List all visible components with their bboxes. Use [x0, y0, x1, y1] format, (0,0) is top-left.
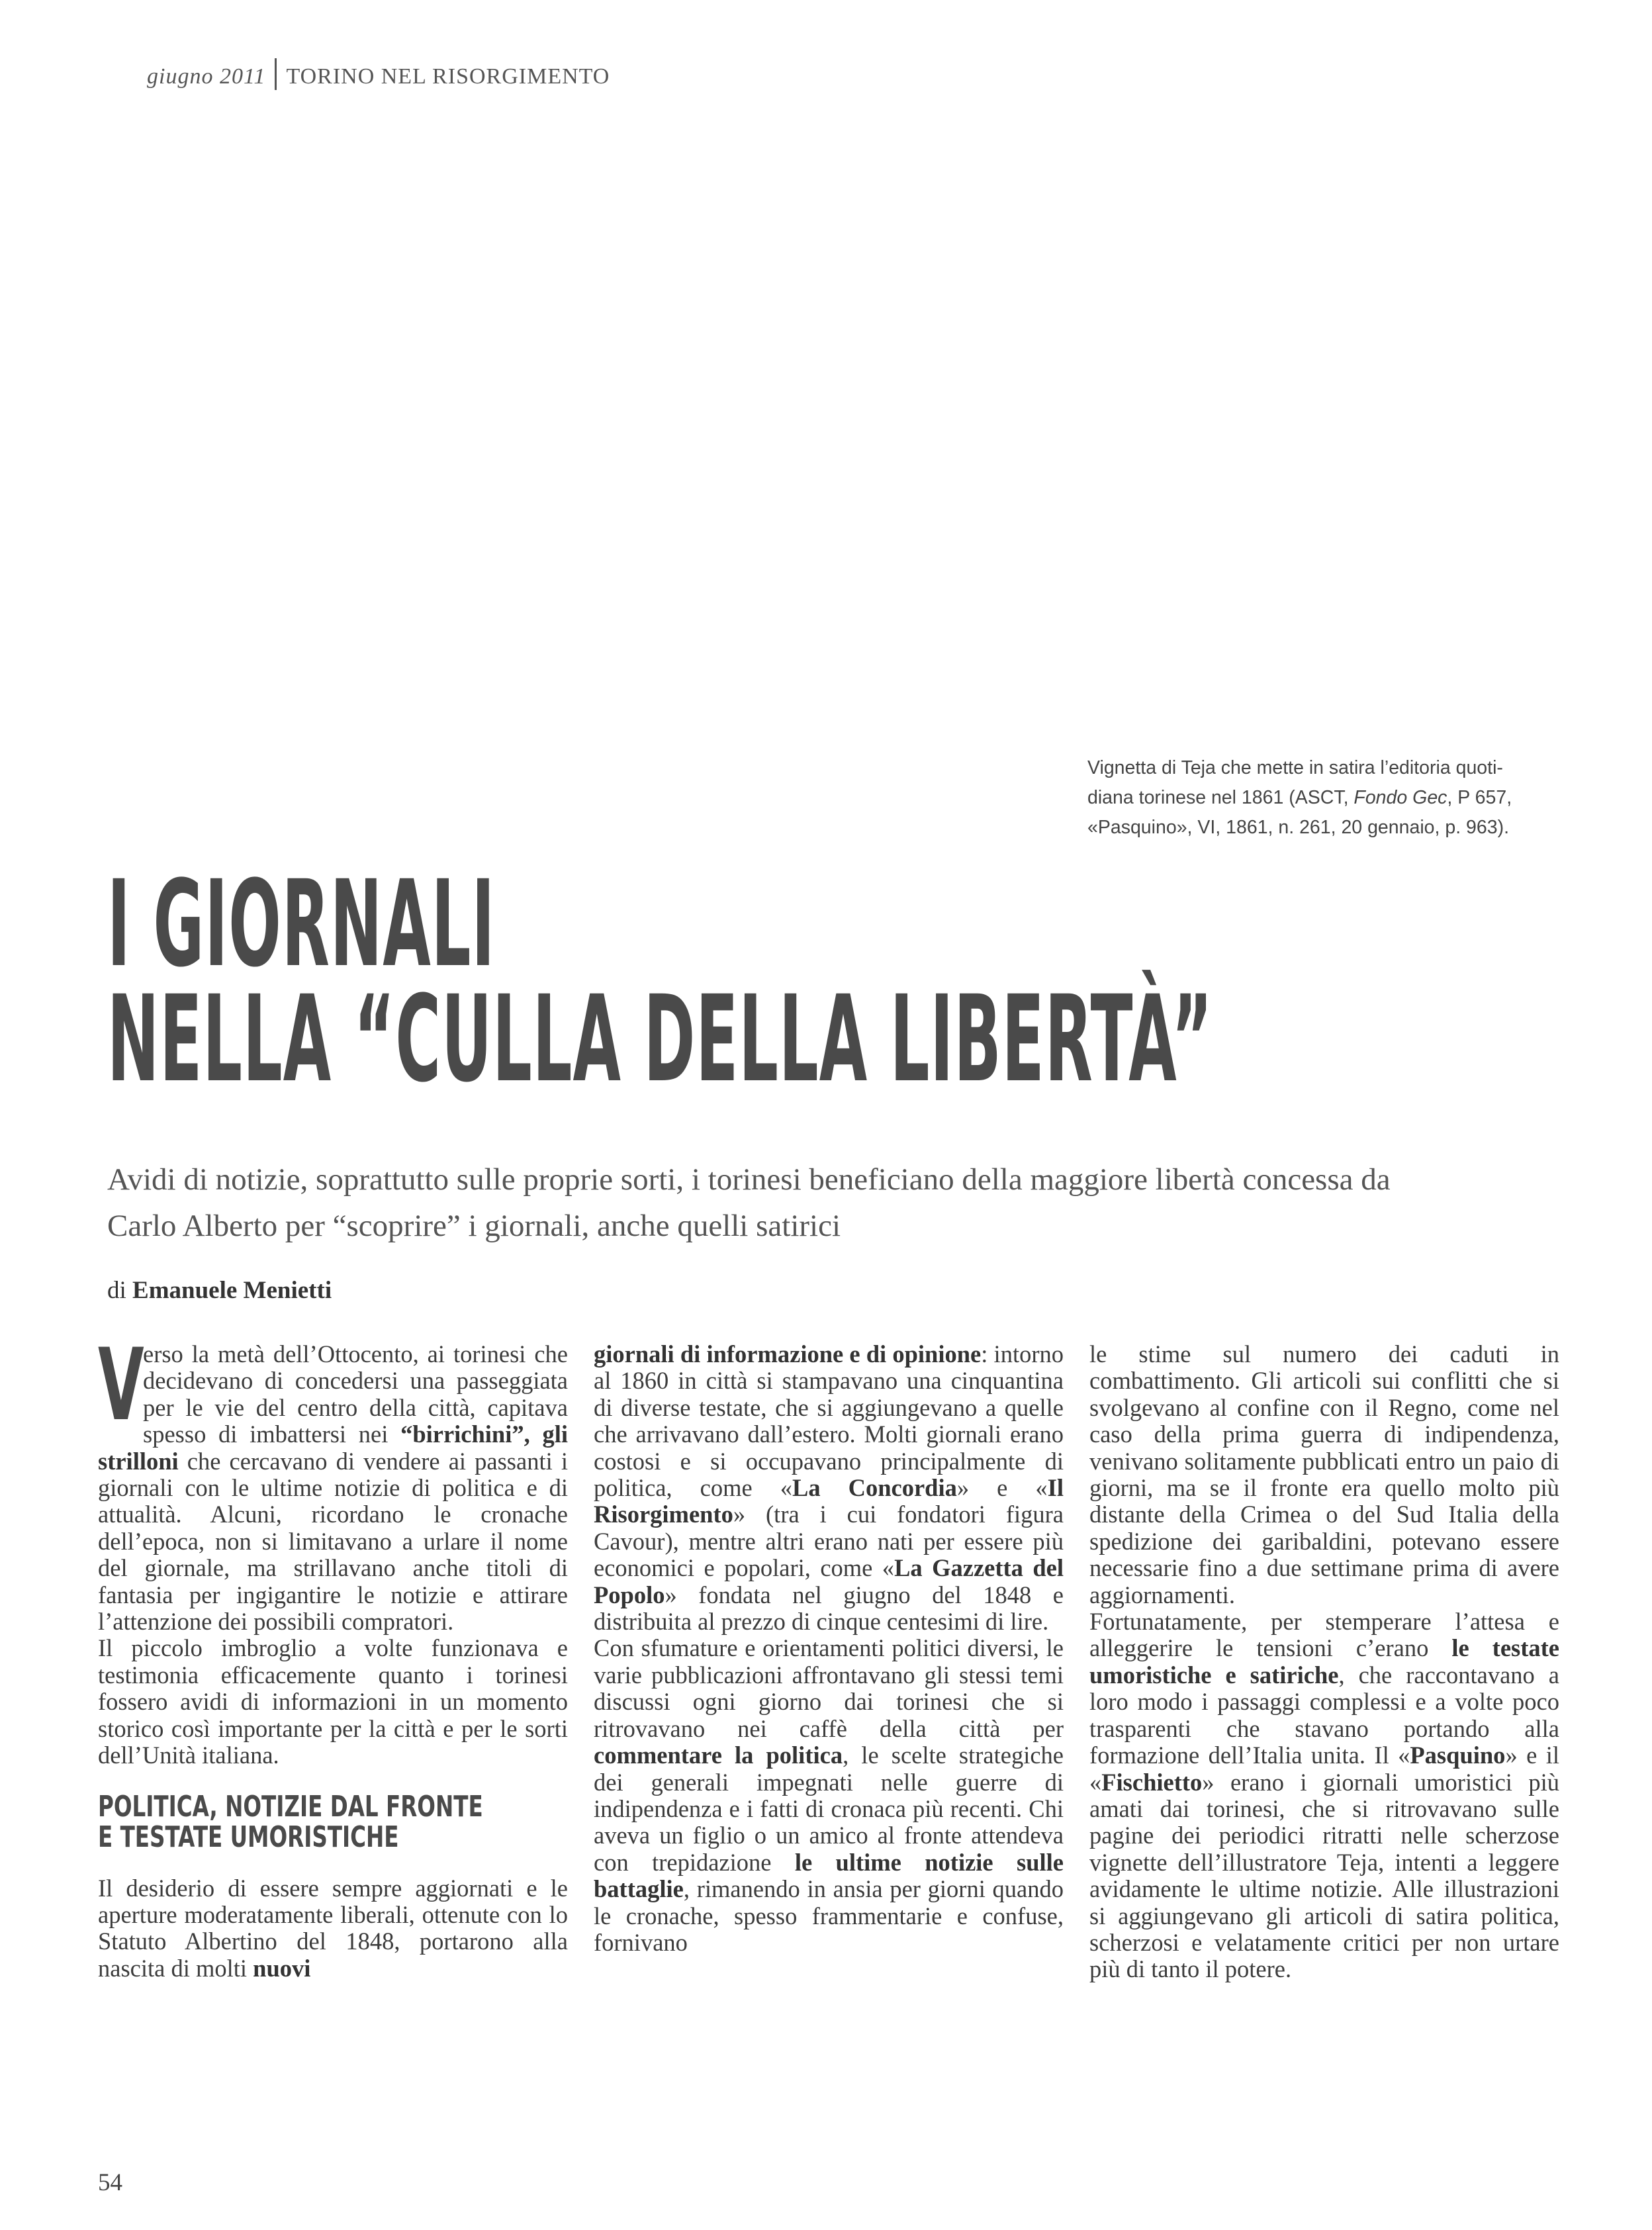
section-heading [98, 1789, 568, 1854]
running-header [147, 58, 610, 90]
bold-text: giornali di informazione e di opinione [594, 1340, 982, 1368]
paragraph-text: » fondata nel giugno del 1848 e distribuita al prezzo di cinque centesimi di lire. [594, 1581, 1064, 1636]
paragraph-text: Fortunatamente, per stemperare l’attesa e alleggerire le tensioni c’erano [1089, 1608, 1559, 1662]
paragraph: le stime sul numero dei caduti in combattimento. Gli articoli sui conflitti che si svolgevano al confine con il Regno, come nel caso della prima guerra di indipendenza, venivano solitamente pubblicati entro un paio di giorni, ma se il fronte era quello molto più distante della Crimea o del Sud Italia della spedizione dei garibaldini, potevano essere necessarie fino a due settimane prima di avere aggiornamenti. [1089, 1340, 1559, 1608]
header-date: giugno 2011 [147, 64, 266, 89]
title-line-1: I GIORNALI [107, 855, 496, 994]
paragraph-text: » erano i giornali umoristici più amati dai torinesi, che si ritrovavano sulle pagine dei periodici ritratti nelle scherzose vignette dell’illustratore Teja, intenti a leggere avidamente le ultime notizie. Alle illustrazioni si aggiungevano gli articoli di satira politica, scherzosi e velatamente critici per non urtare più di tanto il potere. [1089, 1768, 1559, 1983]
bold-text: commentare la politica [594, 1742, 843, 1769]
section-heading-line-1: POLITICA, NOTIZIE DAL FRONTE [98, 1789, 483, 1824]
paragraph-text: , che raccontavano a loro modo i passaggi complessi e a volte poco trasparenti che stavano portando alla formazione dell’Italia unita. Il « [1089, 1661, 1559, 1769]
caption-fund-name: Fondo Gec [1354, 787, 1447, 808]
paragraph-text: Con sfumature e orientamenti politici diversi, le varie pubblicazioni affrontavano gli stessi temi discussi ogni giorno dai torinesi che si ritrovavano nei caffè della città per [594, 1634, 1064, 1742]
paragraph-text: » e il « [1089, 1742, 1560, 1796]
newspaper-name: Pasquino [1410, 1742, 1506, 1769]
paragraph [1089, 1608, 1559, 1983]
byline [107, 1276, 332, 1305]
subtitle-line-2: Carlo Alberto per “scoprire” i giornali, anche quelli satirici [107, 1209, 841, 1243]
caption-line-3: «Pasquino», VI, 1861, n. 261, 20 gennaio, p. 963). [1087, 817, 1509, 838]
header-section: TORINO NEL RISORGIMENTO [286, 64, 610, 89]
bold-text: le ultime notizie sulle battaglie [594, 1848, 1064, 1903]
caption-text: diana torinese nel 1861 (ASCT, [1087, 787, 1354, 808]
title-line-2: NELLA “CULLA DELLA LIBERTÀ” [107, 970, 1213, 1109]
paragraph [594, 1341, 1064, 1635]
header-divider [275, 58, 277, 90]
article-column-2 [594, 1341, 1064, 1956]
article-subtitle [107, 1156, 1510, 1249]
paragraph-text: » e « [956, 1474, 1048, 1502]
paragraph [98, 1875, 568, 1982]
article-column-3 [1089, 1341, 1559, 1983]
paragraph-text: » (tra i cui fondatori figura Cavour), mentre altri erano nati per essere più economici e popolari, come « [594, 1501, 1064, 1582]
paragraph-text: Il desiderio di essere sempre aggiornati e le aperture moderatamente liberali, ottenute con lo Statuto Albertino del 1848, portarono alla nascita di molti [98, 1874, 568, 1982]
illustration-area [106, 113, 1546, 728]
newspaper-name: La Concordia [792, 1474, 957, 1502]
paragraph-text: che cercavano di vendere ai passanti i giornali con le ultime notizie di politica e di attualità. Alcuni, ricordano le cronache dell’epoca, non si limitavano a urlare il nome del giornale, ma strillavano anche titoli di fantasia per ingigantire le notizie e attirare l’attenzione dei possibili compratori. [98, 1447, 568, 1636]
paragraph [594, 1635, 1064, 1956]
paragraph-text: , le scelte strategiche dei generali impegnati nelle guerre di indipendenza e i fatti di cronaca più recenti. Chi aveva un figlio o un amico al fronte attendeva con trepidazione [594, 1742, 1064, 1876]
paragraph: Il piccolo imbroglio a volte funzionava e testimonia efficacemente quanto i torinesi fossero avidi di informazioni in un momento storico così importante per la città e per le sorti dell’Unità italiana. [98, 1634, 568, 1769]
byline-prefix: di [107, 1277, 133, 1304]
article-title [107, 855, 1213, 1109]
newspaper-name: Fischietto [1101, 1768, 1203, 1796]
newspaper-name: La Gazzetta del Popolo [594, 1554, 1064, 1608]
image-caption [1087, 753, 1551, 843]
bold-text: “birrichini”, gli strilloni [98, 1420, 568, 1475]
bold-text: le testate umoristiche e satiriche [1089, 1634, 1559, 1689]
caption-line-2 [1087, 783, 1551, 813]
paragraph-text: , rimanendo in ansia per giorni quando le cronache, spesso frammentarie e confuse, fornivano [594, 1875, 1064, 1956]
page-number: 54 [98, 2169, 122, 2196]
newspaper-name: Il Risorgimento [594, 1474, 1064, 1528]
bold-text: nuovi [253, 1954, 311, 1982]
caption-text: , P 657, [1447, 787, 1512, 808]
caption-line-1: Vignetta di Teja che mette in satira l’editoria quoti- [1087, 757, 1503, 778]
paragraph-text: erso la metà dell’Ottocento, ai torinesi che decidevano di concedersi una passeggiata per le vie del centro della città, capitava spesso di imbattersi nei [143, 1340, 568, 1448]
author-name: Emanuele Menietti [132, 1277, 332, 1304]
drop-cap: V [98, 1328, 144, 1443]
paragraph [98, 1328, 568, 1636]
section-heading-line-2: E TESTATE UMORISTICHE [98, 1820, 399, 1854]
subtitle-line-1: Avidi di notizie, soprattutto sulle proprie sorti, i torinesi beneficiano della maggiore libertà concessa da [107, 1162, 1391, 1197]
paragraph-text: : intorno al 1860 in città si stampavano una cinquantina di diverse testate, che si aggiungevano a quelle che arrivavano dall’estero. Molti giornali erano costosi e si occupavano principalmente di politica, come « [594, 1340, 1064, 1502]
article-column-1 [98, 1328, 568, 1982]
